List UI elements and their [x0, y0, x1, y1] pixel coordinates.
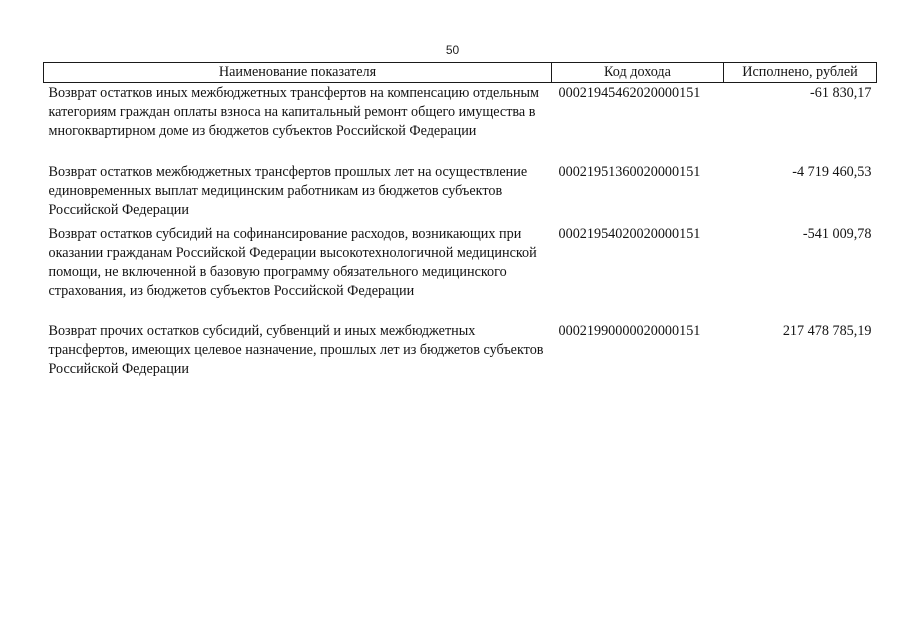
row-executed-amount: -61 830,17: [810, 85, 872, 101]
header-row: [44, 63, 877, 83]
page-number: 50: [445, 43, 460, 57]
header-revenue-code: Код дохода: [552, 63, 724, 83]
row-revenue-code: 00021954020020000151: [558, 226, 701, 242]
table-row: [44, 83, 877, 164]
row-indicator-name: Возврат остатков субсидий на софинансирование расходов, возникающих при оказании гражданам Российской Федерации высокотехнологичной медицинской помощи, не включенной в базовую программу обязательного медицинского страхования, из бюджетов субъектов Российской Федерации: [48, 226, 537, 299]
row-revenue-code: 00021951360020000151: [558, 164, 701, 180]
row-executed-amount: -541 009,78: [802, 226, 872, 242]
row-revenue-code: 00021945462020000151: [558, 85, 701, 101]
table-row: [44, 322, 877, 382]
row-indicator-name: Возврат остатков межбюджетных трансфертов прошлых лет на осуществление единовременных выплат медицинским работникам из бюджетов субъектов Российской Федерации: [48, 164, 528, 218]
table-row: [44, 225, 877, 322]
table-body: [44, 83, 877, 383]
row-executed-amount: 217 478 785,19: [782, 323, 872, 339]
header-executed-amount: Исполнено, рублей: [724, 63, 877, 83]
table-header: [44, 63, 877, 83]
row-executed-amount: -4 719 460,53: [792, 164, 872, 180]
revenue-table: [43, 62, 877, 382]
header-indicator-name: Наименование показателя: [44, 63, 552, 83]
row-indicator-name: Возврат остатков иных межбюджетных трансфертов на компенсацию отдельным категориям граждан оплаты взноса на капитальный ремонт общего имущества в многоквартирном доме из бюджетов субъектов Российской Федерации: [48, 85, 539, 139]
table-row: [44, 163, 877, 225]
row-indicator-name: Возврат прочих остатков субсидий, субвенций и иных межбюджетных трансфертов, имеющих целевое назначение, прошлых лет из бюджетов субъектов Российской Федерации: [48, 323, 544, 377]
row-revenue-code: 00021990000020000151: [558, 323, 701, 339]
